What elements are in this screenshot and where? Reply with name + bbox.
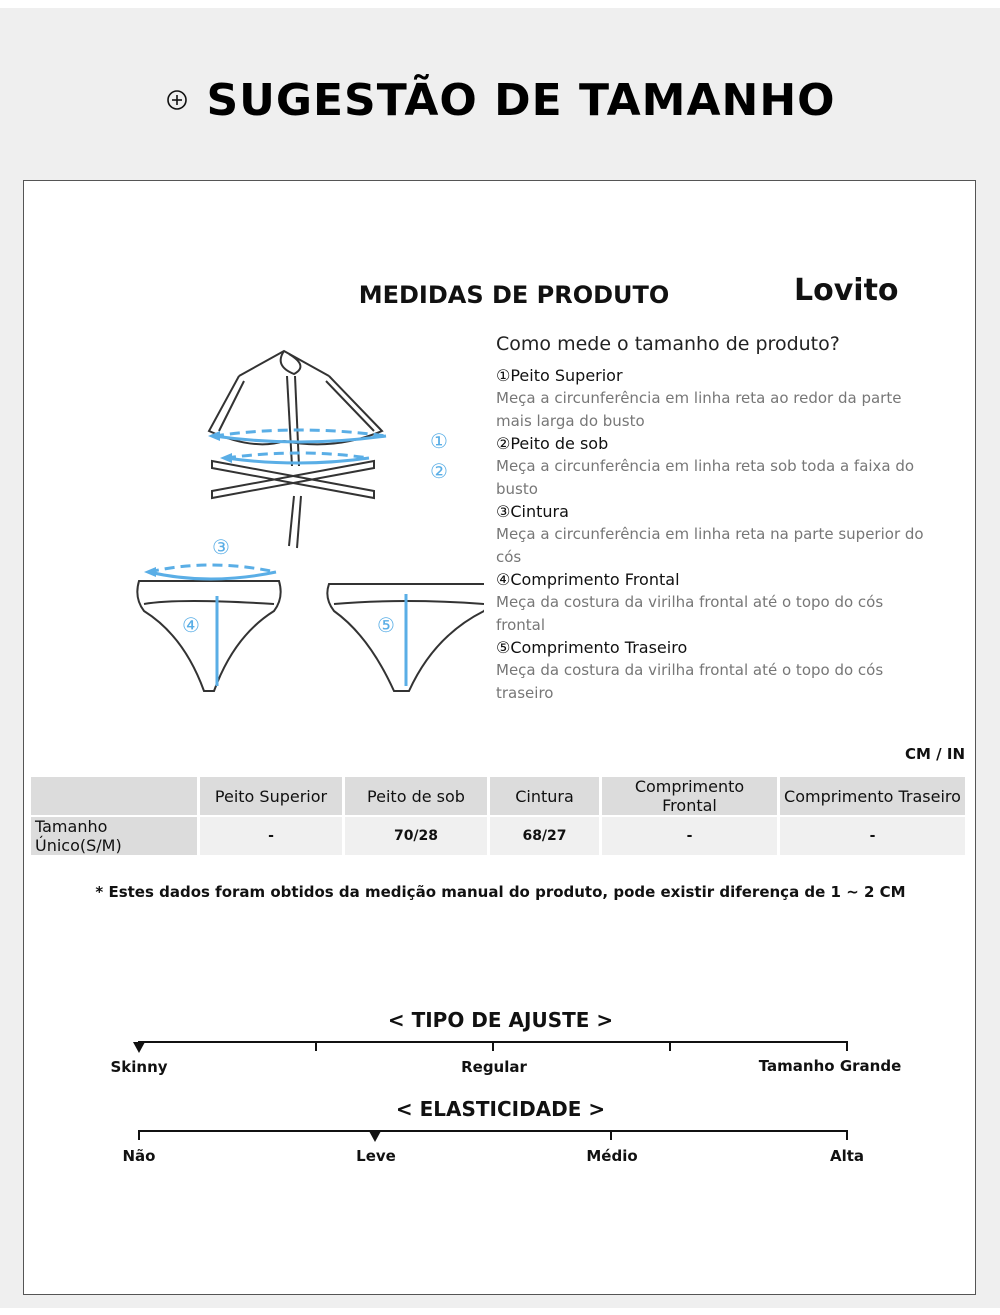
table-header-cell: Cintura (490, 777, 599, 815)
fit-type-scale (138, 1041, 848, 1043)
scale-tick (669, 1041, 671, 1051)
step-2 (496, 433, 926, 501)
table-header-cell (31, 777, 197, 815)
step-title: ④Comprimento Frontal (496, 570, 680, 589)
elasticity-label-high: Alta (829, 1147, 865, 1165)
step-desc: Meça da costura da virilha frontal até o topo do cós traseiro (496, 661, 884, 702)
measurement-note: * Estes dados foram obtidos da medição manual do produto, pode existir diferença de 1 ~ 2 CM (95, 883, 906, 901)
fit-label-plus: Tamanho Grande (758, 1057, 902, 1075)
step-desc: Meça a circunferência em linha reta sob toda a faixa do busto (496, 457, 915, 498)
step-4 (496, 569, 926, 637)
step-title: ⑤Comprimento Traseiro (496, 638, 688, 657)
elasticity-label-light: Leve (356, 1147, 396, 1165)
table-cell: Tamanho Único(S/M) (31, 815, 197, 855)
table-header-cell: Comprimento Frontal (602, 777, 777, 815)
step-1 (496, 365, 926, 433)
elasticity-label-medium: Médio (586, 1147, 638, 1165)
marker-3: ③ (212, 535, 230, 559)
fit-type-title: < TIPO DE AJUSTE > (387, 1008, 614, 1032)
step-desc: Meça da costura da virilha frontal até o topo do cós frontal (496, 593, 884, 634)
garment-diagram (104, 336, 484, 706)
marker-1: ① (430, 429, 448, 453)
table-cell: 68/27 (490, 815, 599, 855)
brand-logo: Lovito (794, 273, 899, 308)
measurement-lines-top (214, 430, 386, 463)
table-cell: 70/28 (345, 815, 487, 855)
plus-circle-icon (164, 87, 190, 113)
step-desc: Meça a circunferência em linha reta ao redor da parte mais larga do busto (496, 389, 902, 430)
table-header-cell: Comprimento Traseiro (780, 777, 965, 815)
step-title: ③Cintura (496, 502, 569, 521)
step-desc: Meça a circunferência em linha reta na parte superior do cós (496, 525, 924, 566)
marker-4: ④ (182, 613, 200, 637)
scale-tick (492, 1041, 494, 1051)
elasticity-selected-marker (369, 1131, 381, 1142)
scale-tick (846, 1041, 848, 1051)
marker-5: ⑤ (377, 613, 395, 637)
scale-tick (138, 1130, 140, 1140)
step-title: ②Peito de sob (496, 434, 609, 453)
scale-tick (846, 1130, 848, 1140)
table-cell: - (200, 815, 342, 855)
measurement-lines-bottom (149, 565, 276, 686)
scale-tick (610, 1130, 612, 1140)
step-5 (496, 637, 926, 705)
fit-label-regular: Regular (461, 1058, 527, 1076)
marker-2: ② (430, 459, 448, 483)
size-guide-card (23, 180, 976, 1295)
elasticity-label-none: Não (122, 1147, 156, 1165)
table-cell: - (780, 815, 965, 855)
measurement-markers (182, 429, 448, 637)
table-header-row (31, 777, 965, 815)
section-title: MEDIDAS DE PRODUTO (358, 281, 670, 309)
elasticity-scale (138, 1130, 848, 1132)
table-header-cell: Peito de sob (345, 777, 487, 815)
bikini-bottom-front-drawing (137, 581, 280, 691)
table-cell: - (602, 815, 777, 855)
bikini-top-drawing (209, 351, 382, 548)
elasticity-title: < ELASTICIDADE > (395, 1097, 606, 1121)
page-header (0, 70, 1000, 130)
fit-label-skinny: Skinny (110, 1058, 168, 1076)
table-header-cell: Peito Superior (200, 777, 342, 815)
scale-tick (315, 1041, 317, 1051)
how-to-question: Como mede o tamanho de produto? (496, 333, 840, 355)
table-row (31, 815, 965, 855)
step-3 (496, 501, 926, 569)
unit-label: CM / IN (905, 745, 965, 763)
page-title: SUGESTÃO DE TAMANHO (206, 74, 836, 126)
how-to-measure (496, 333, 926, 705)
step-title: ①Peito Superior (496, 366, 623, 385)
fit-selected-marker (133, 1042, 145, 1053)
size-table (28, 777, 968, 855)
